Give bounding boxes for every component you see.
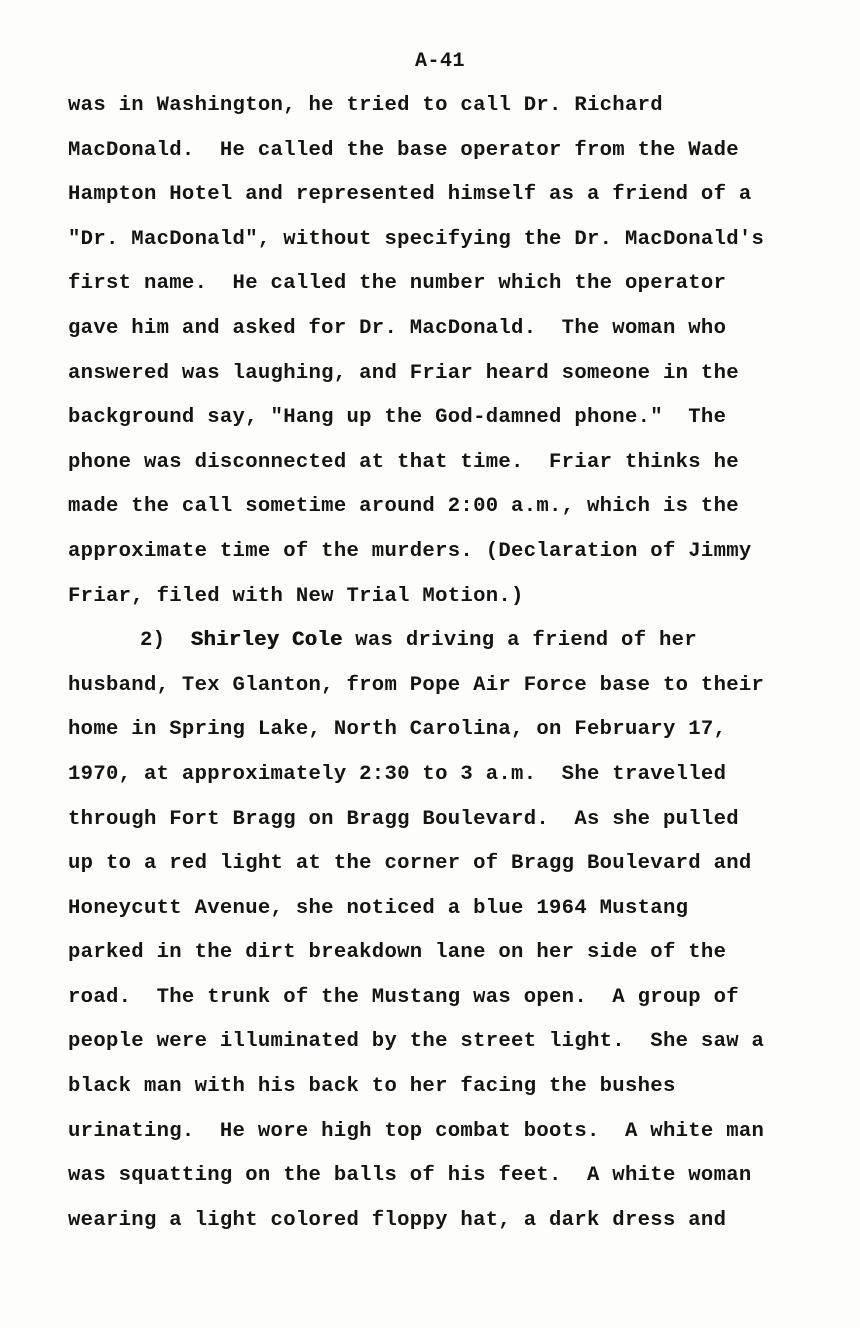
paragraph-number: 2) [140, 629, 166, 653]
text-line: "Dr. MacDonald", without specifying the Dr. MacDonald's [68, 227, 765, 251]
text-line: background say, "Hang up the God-damned phone." The [68, 406, 727, 430]
text-line: 1970, at approximately 2:30 to 3 a.m. She travelled [68, 762, 727, 786]
first-line-rest: was driving a friend of her [342, 629, 697, 653]
body-text [68, 84, 828, 1243]
text-line: black man with his back to her facing the bushes [68, 1075, 676, 1099]
text-line: answered was laughing, and Friar heard someone in the [68, 361, 739, 385]
text-line: parked in the dirt breakdown lane on her side of the [68, 941, 727, 965]
paragraph-2-first-line [68, 619, 828, 664]
text-line: gave him and asked for Dr. MacDonald. The woman who [68, 316, 727, 340]
text-line: was in Washington, he tried to call Dr. Richard [68, 94, 663, 117]
text-line: Honeycutt Avenue, she noticed a blue 1964 Mustang [68, 896, 689, 920]
text-line: MacDonald. He called the base operator from the Wade [68, 138, 739, 162]
text-line: Hampton Hotel and represented himself as a friend of a [68, 183, 752, 207]
text-line: Friar, filed with New Trial Motion.) [68, 584, 524, 608]
text-line: up to a red light at the corner of Bragg Boulevard and [68, 852, 752, 876]
page-number: A-41 [414, 50, 465, 73]
text-line: wearing a light colored floppy hat, a dark dress and [68, 1208, 727, 1232]
text-line: road. The trunk of the Mustang was open. A group of [68, 985, 739, 1009]
text-line: through Fort Bragg on Bragg Boulevard. As she pulled [68, 807, 739, 831]
text-line: husband, Tex Glanton, from Pope Air Force base to their [68, 673, 765, 697]
text-line: people were illuminated by the street light. She saw a [68, 1030, 765, 1054]
text-line: urinating. He wore high top combat boots. A white man [68, 1119, 765, 1143]
text-line: approximate time of the murders. (Declaration of Jimmy [68, 539, 752, 563]
text-line: first name. He called the number which the operator [68, 272, 727, 296]
text-line: phone was disconnected at that time. Friar thinks he [68, 450, 739, 474]
witness-name: Shirley Cole [190, 629, 343, 653]
text-line: made the call sometime around 2:00 a.m., which is the [68, 495, 739, 519]
text-line: was squatting on the balls of his feet. A white woman [68, 1164, 752, 1188]
text-line: home in Spring Lake, North Carolina, on February 17, [68, 718, 727, 742]
